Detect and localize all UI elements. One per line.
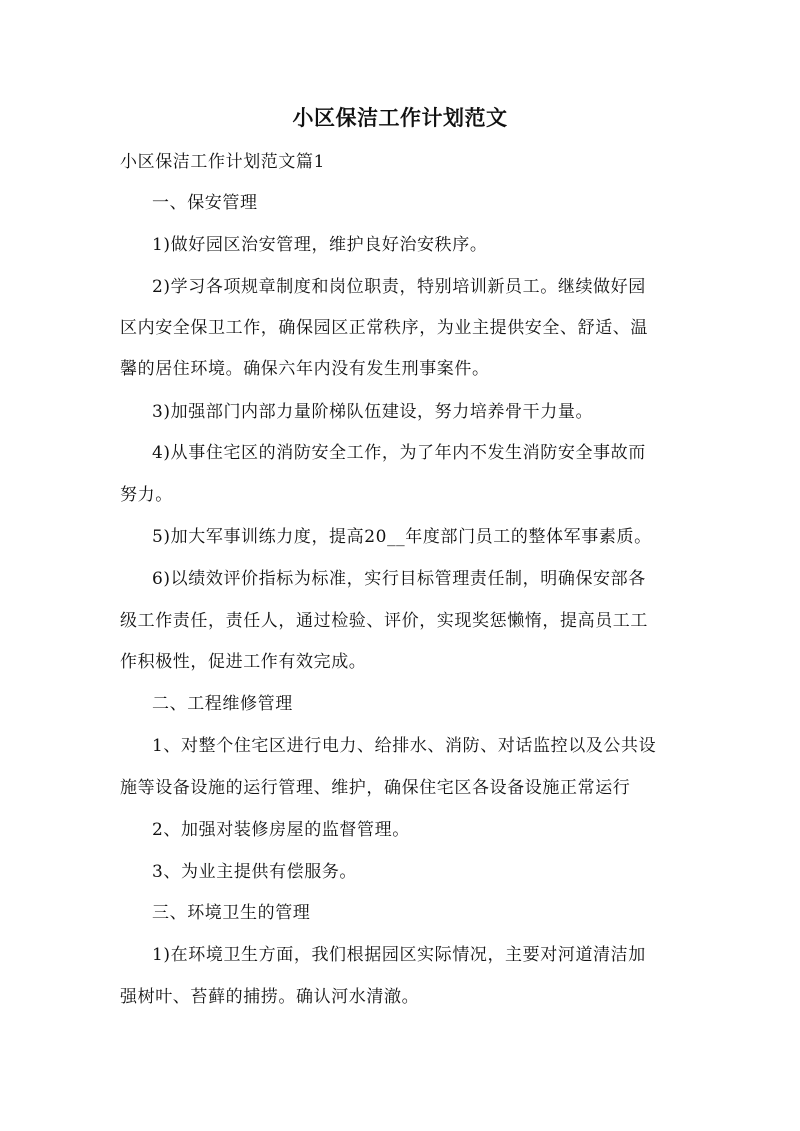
paragraph-line: 区内安全保卫工作，确保园区正常秩序，为业主提供安全、舒适、温 (120, 318, 648, 338)
heading-environmental-sanitation: 三、环境卫生的管理 (152, 903, 311, 923)
heading-engineering-maintenance: 二、工程维修管理 (152, 694, 293, 714)
paragraph-line: 6)以绩效评价指标为标准，实行目标管理责任制，明确保安部各 (152, 569, 646, 589)
paragraph-line: 作积极性，促进工作有效完成。 (120, 652, 367, 672)
paragraph-line: 努力。 (120, 485, 173, 505)
document-title: 小区保洁工作计划范文 (292, 105, 508, 130)
paragraph-line: 1)在环境卫生方面，我们根据园区实际情况，主要对河道清洁加 (152, 945, 646, 965)
paragraph-line: 2、加强对装修房屋的监督管理。 (152, 820, 410, 840)
paragraph-line: 5)加大军事训练力度，提高20__年度部门员工的整体军事素质。 (152, 527, 652, 547)
heading-security-management: 一、保安管理 (152, 193, 258, 213)
paragraph-line: 强树叶、苔藓的捕捞。确认河水清澈。 (120, 987, 420, 1007)
paragraph-line: 级工作责任，责任人，通过检验、评价，实现奖惩懒惰，提高员工工 (120, 611, 648, 631)
paragraph-line: 施等设备设施的运行管理、维护，确保住宅区各设备设施正常运行 (120, 778, 631, 798)
paragraph-line: 1)做好园区治安管理，维护良好治安秩序。 (152, 235, 488, 255)
paragraph-line: 馨的居住环境。确保六年内没有发生刑事案件。 (120, 359, 490, 379)
paragraph-line: 3、为业主提供有偿服务。 (152, 862, 358, 882)
paragraph-line: 1、对整个住宅区进行电力、给排水、消防、对话监控以及公共设 (152, 736, 657, 756)
section-heading: 小区保洁工作计划范文篇1 (120, 152, 326, 172)
paragraph-line: 4)从事住宅区的消防安全工作，为了年内不发生消防安全事故而 (152, 443, 646, 463)
paragraph-line: 3)加强部门内部力量阶梯队伍建设，努力培养骨干力量。 (152, 402, 594, 422)
paragraph-line: 2)学习各项规章制度和岗位职责，特别培训新员工。继续做好园 (152, 277, 646, 297)
